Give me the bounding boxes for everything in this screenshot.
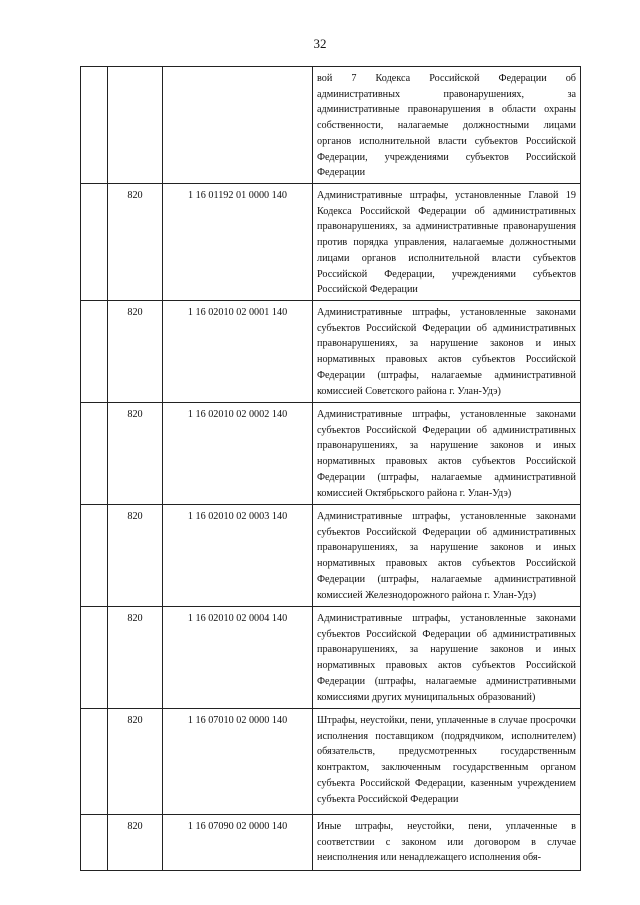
- blank-cell: [81, 403, 108, 505]
- admin-code-cell: 820: [108, 709, 163, 815]
- admin-code-cell: [108, 67, 163, 184]
- budget-code-cell: 1 16 02010 02 0004 140: [163, 607, 313, 709]
- admin-code-cell: 820: [108, 301, 163, 403]
- budget-code-cell: [163, 67, 313, 184]
- revenue-name-cell: Штрафы, неустойки, пени, уплаченные в случае просрочки исполнения поставщиком (подрядчиком, исполнителем) обязательств, предусмотренных государственным контрактом, заключенным государственным органом субъекта Российской Федерации, казенным учреждением субъекта Российской Федерации: [313, 709, 581, 815]
- admin-code-cell: 820: [108, 403, 163, 505]
- revenue-name-cell: Административные штрафы, установленные законами субъектов Российской Федерации об административных правонарушениях, за нарушение законов и иных нормативных правовых актов субъектов Российской Федерации (штрафы, налагаемые административной комиссией Советского района г. Улан-Удэ): [313, 301, 581, 403]
- blank-cell: [81, 607, 108, 709]
- blank-cell: [81, 67, 108, 184]
- blank-cell: [81, 184, 108, 301]
- budget-code-cell: 1 16 01192 01 0000 140: [163, 184, 313, 301]
- budget-code-cell: 1 16 07090 02 0000 140: [163, 815, 313, 871]
- blank-cell: [81, 301, 108, 403]
- page-number: 32: [313, 36, 327, 51]
- blank-cell: [81, 709, 108, 815]
- revenue-codes-table: [80, 66, 581, 871]
- admin-code-cell: 820: [108, 184, 163, 301]
- table-row: [81, 403, 581, 505]
- table-row: [81, 505, 581, 607]
- table-row: [81, 815, 581, 871]
- table-row: [81, 184, 581, 301]
- admin-code-cell: 820: [108, 505, 163, 607]
- table-row: [81, 67, 581, 184]
- admin-code-cell: 820: [108, 607, 163, 709]
- budget-code-cell: 1 16 07010 02 0000 140: [163, 709, 313, 815]
- table-row: [81, 709, 581, 815]
- budget-code-cell: 1 16 02010 02 0001 140: [163, 301, 313, 403]
- revenue-name-cell: Административные штрафы, установленные законами субъектов Российской Федерации об административных правонарушениях, за нарушение законов и иных нормативных правовых актов субъектов Российской Федерации (штрафы, налагаемые административной комиссией Железнодорожного района г. Улан-Удэ): [313, 505, 581, 607]
- budget-code-cell: 1 16 02010 02 0002 140: [163, 403, 313, 505]
- revenue-name-cell: Административные штрафы, установленные законами субъектов Российской Федерации об административных правонарушениях, за нарушение законов и иных нормативных правовых актов субъектов Российской Федерации (штрафы, налагаемые административной комиссией Октябрьского района г. Улан-Удэ): [313, 403, 581, 505]
- revenue-name-cell: Административные штрафы, установленные законами субъектов Российской Федерации об административных правонарушениях, за нарушение законов и иных нормативных правовых актов субъектов Российской Федерации (штрафы, налагаемые административными комиссиями других муниципальных образований): [313, 607, 581, 709]
- budget-code-cell: 1 16 02010 02 0003 140: [163, 505, 313, 607]
- blank-cell: [81, 505, 108, 607]
- revenue-name-cell: Иные штрафы, неустойки, пени, уплаченные в соответствии с законом или договором в случае неисполнения или ненадлежащего исполнения обя-: [313, 815, 581, 871]
- revenue-name-cell: Административные штрафы, установленные Главой 19 Кодекса Российской Федерации об административных правонарушениях, за административные правонарушения против порядка управления, налагаемые должностными лицами органов исполнительной власти субъектов Российской Федерации, учреждениями субъектов Российской Федерации: [313, 184, 581, 301]
- table-row: [81, 607, 581, 709]
- revenue-name-cell: вой 7 Кодекса Российской Федерации об административных правонарушениях, за административные правонарушения в области охраны собственности, налагаемые должностными лицами органов исполнительной власти субъектов Российской Федерации, учреждениями субъектов Российской Федерации: [313, 67, 581, 184]
- table-row: [81, 301, 581, 403]
- blank-cell: [81, 815, 108, 871]
- admin-code-cell: 820: [108, 815, 163, 871]
